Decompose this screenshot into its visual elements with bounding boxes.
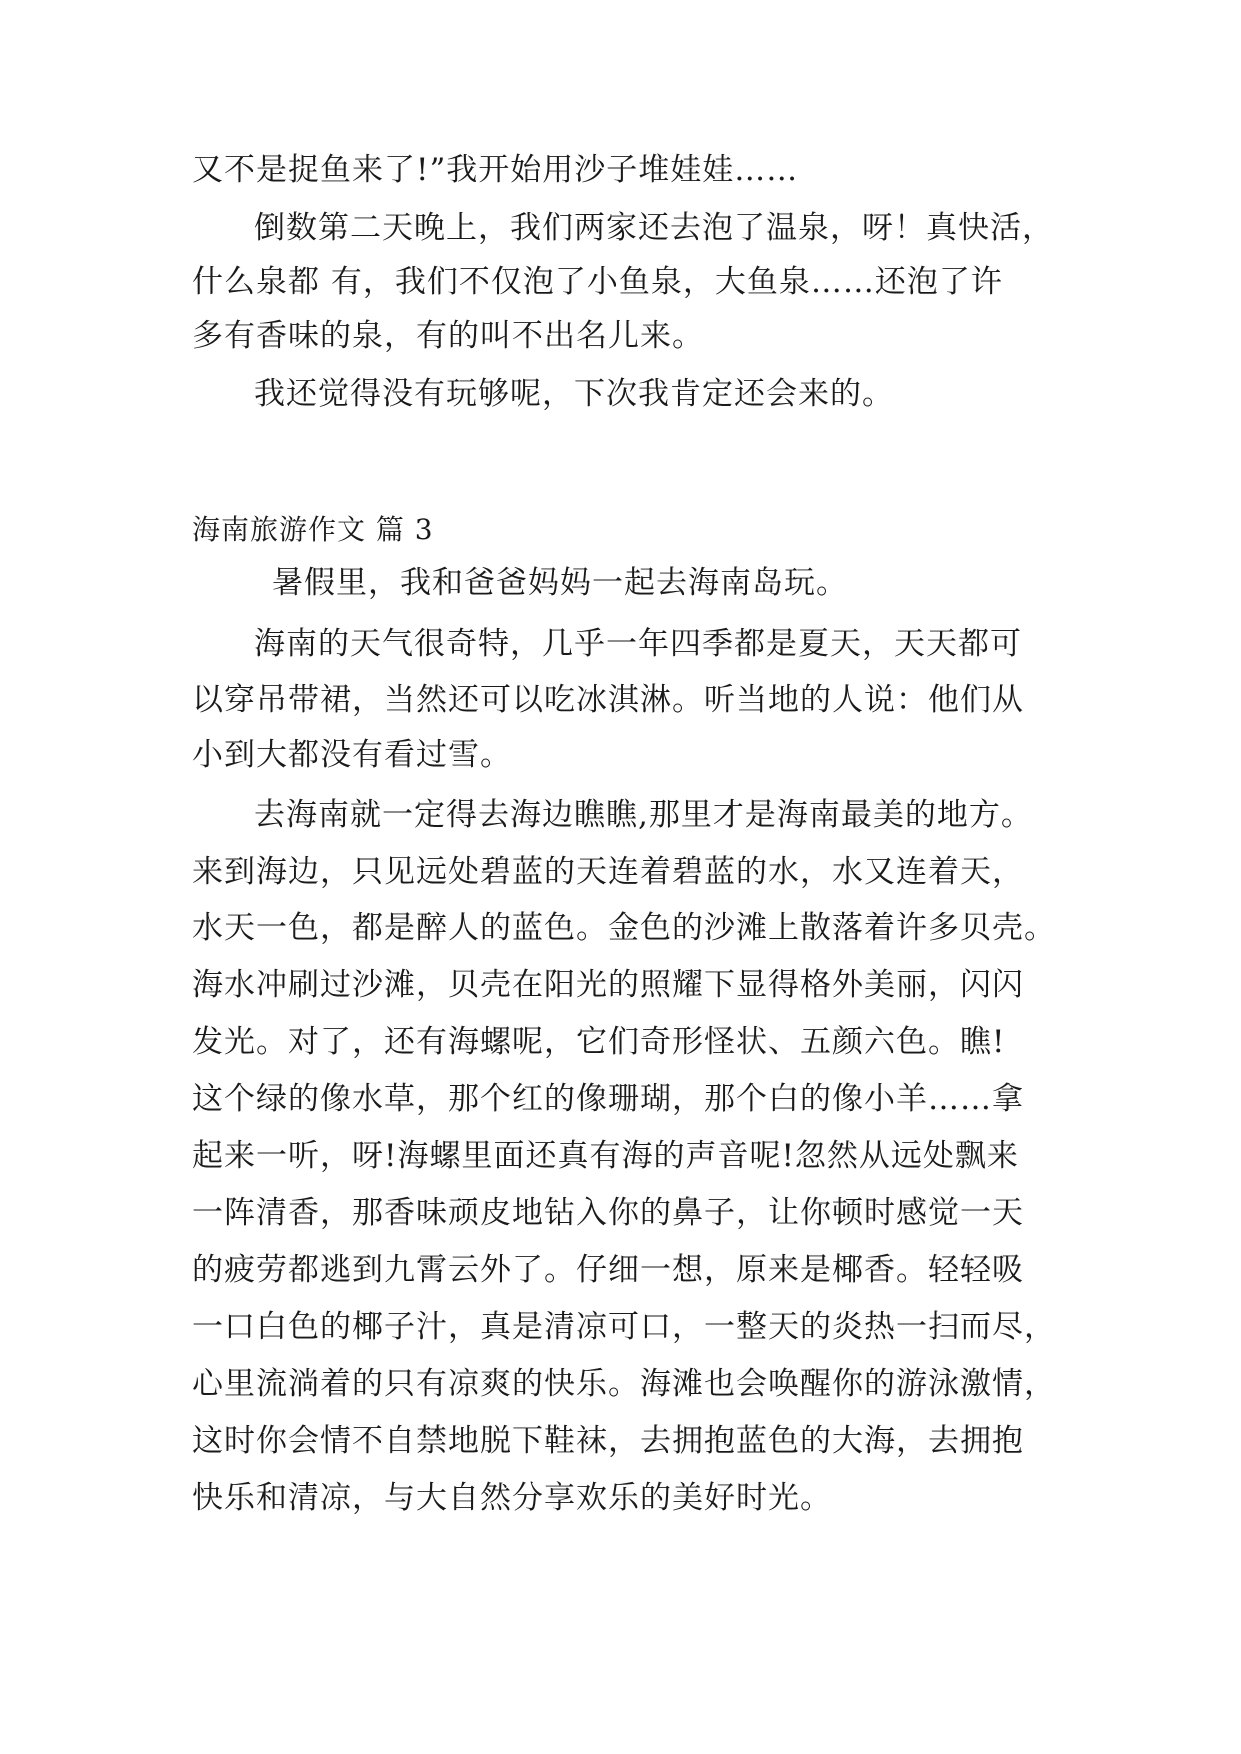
prev-line-4: 多有香味的泉，有的叫不出名儿来。 xyxy=(192,318,704,354)
para-line-15: 心里流淌着的只有凉爽的快乐。海滩也会唤醒你的游泳激情， xyxy=(192,1366,1056,1402)
para-line-5: 去海南就一定得去海边瞧瞧,那里才是海南最美的地方。 xyxy=(254,797,1033,833)
para-line-13: 的疲劳都逃到九霄云外了。仔细一想，原来是椰香。轻轻吸 xyxy=(192,1252,1024,1288)
para-line-7: 水天一色，都是醉人的蓝色。金色的沙滩上散落着许多贝壳。 xyxy=(192,910,1056,946)
prev-line-3: 什么泉都 有，我们不仅泡了小鱼泉，大鱼泉……还泡了许 xyxy=(192,264,1003,300)
para-line-9: 发光。对了，还有海螺呢，它们奇形怪状、五颜六色。瞧! xyxy=(192,1024,1006,1060)
prev-line-5: 我还觉得没有玩够呢，下次我肯定还会来的。 xyxy=(254,376,894,412)
para-line-10: 这个绿的像水草，那个红的像珊瑚，那个白的像小羊……拿 xyxy=(192,1081,1024,1117)
para-line-16: 这时你会情不自禁地脱下鞋袜，去拥抱蓝色的大海，去拥抱 xyxy=(192,1423,1024,1459)
para-line-12: 一阵清香，那香味顽皮地钻入你的鼻子，让你顿时感觉一天 xyxy=(192,1195,1024,1231)
para-line-11: 起来一听，呀!海螺里面还真有海的声音呢!忽然从远处飘来 xyxy=(192,1138,1019,1174)
para-line-8: 海水冲刷过沙滩，贝壳在阳光的照耀下显得格外美丽，闪闪 xyxy=(192,967,1024,1003)
para-line-14: 一口白色的椰子汁，真是清凉可口，一整天的炎热一扫而尽， xyxy=(192,1309,1056,1345)
prev-line-1: 又不是捉鱼来了!”我开始用沙子堆娃娃…… xyxy=(192,152,799,188)
para-line-1: 暑假里，我和爸爸妈妈一起去海南岛玩。 xyxy=(272,565,848,601)
para-line-3: 以穿吊带裙，当然还可以吃冰淇淋。听当地的人说：他们从 xyxy=(192,682,1024,718)
section-heading: 海南旅游作文 篇 3 xyxy=(192,513,434,546)
prev-line-2: 倒数第二天晚上，我们两家还去泡了温泉，呀！真快活， xyxy=(254,210,1054,246)
para-line-2: 海南的天气很奇特，几乎一年四季都是夏天，天天都可 xyxy=(254,626,1022,662)
para-line-6: 来到海边，只见远处碧蓝的天连着碧蓝的水，水又连着天， xyxy=(192,854,1024,890)
para-line-17: 快乐和清凉，与大自然分享欢乐的美好时光。 xyxy=(192,1480,832,1516)
para-line-4: 小到大都没有看过雪。 xyxy=(192,737,512,773)
